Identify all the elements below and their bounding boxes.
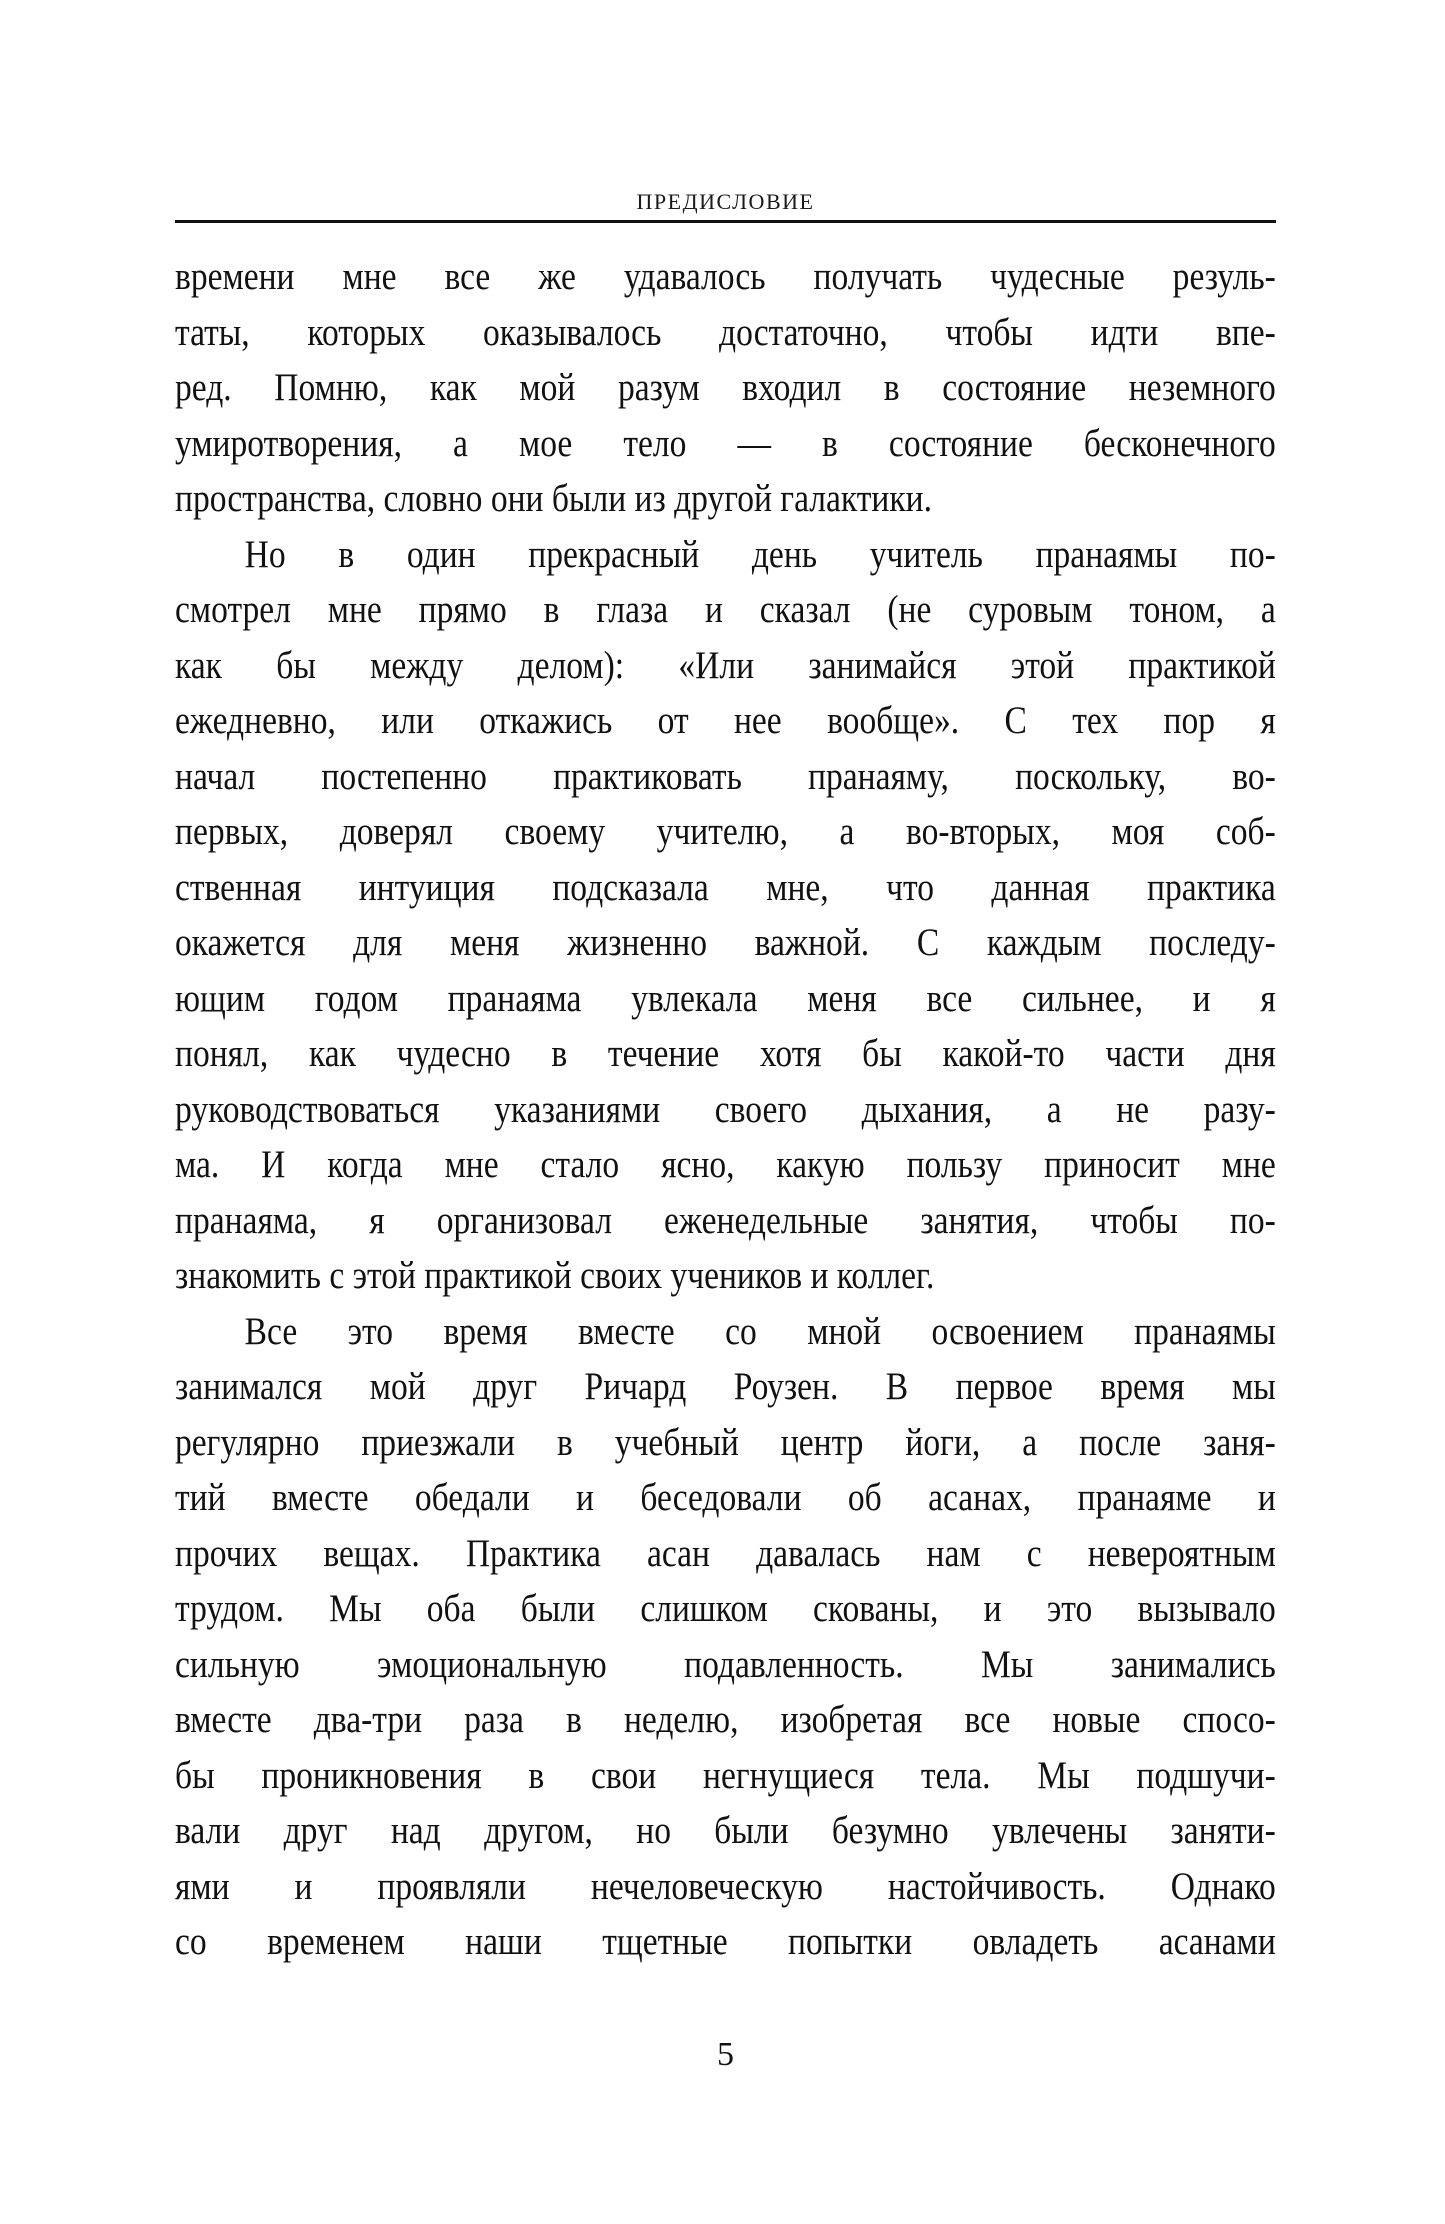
running-head: ПРЕДИСЛОВИЕ bbox=[636, 189, 815, 214]
text-line: смотрел мне прямо в глаза и сказал (не суровым тоном, а bbox=[175, 588, 1276, 631]
text-line: ма. И когда мне стало ясно, какую пользу приносит мне bbox=[175, 1143, 1276, 1186]
header-rule-divider bbox=[175, 220, 1276, 223]
text-line: первых, доверял своему учителю, а во-вторых, моя соб- bbox=[175, 810, 1276, 853]
text-line: пранаяма, я организовал еженедельные занятия, чтобы по- bbox=[175, 1198, 1276, 1242]
text-line: трудом. Мы оба были слишком скованы, и это вызывало bbox=[175, 1587, 1276, 1630]
text-line: ежедневно, или откажись от нее вообще». С тех пор я bbox=[175, 699, 1276, 742]
text-line: вместе два-три раза в неделю, изобретая все новые спосо- bbox=[175, 1698, 1276, 1741]
text-line: начал постепенно практиковать пранаяму, поскольку, во- bbox=[175, 754, 1276, 798]
text-line: бы проникновения в свои негнущиеся тела. Мы подшучи- bbox=[175, 1753, 1276, 1797]
text-line: как бы между делом): «Или занимайся этой практикой bbox=[175, 643, 1276, 687]
text-line: сильную эмоциональную подавленность. Мы занимались bbox=[175, 1642, 1276, 1686]
text-line: со временем наши тщетные попытки овладеть асанами bbox=[175, 1920, 1276, 1963]
text-line: пространства, словно они были из другой галактики. bbox=[175, 477, 932, 520]
text-line: прочих вещах. Практика асан давалась нам с невероятным bbox=[175, 1531, 1276, 1575]
text-line: Но в один прекрасный день учитель пранаямы по- bbox=[244, 532, 1276, 576]
paragraph-1 bbox=[175, 249, 1276, 527]
text-line: ред. Помню, как мой разум входил в состояние неземного bbox=[175, 366, 1276, 409]
text-line: регулярно приезжали в учебный центр йоги, а после заня- bbox=[175, 1420, 1276, 1464]
paragraph-2 bbox=[175, 527, 1276, 1304]
text-line: понял, как чудесно в течение хотя бы какой-то части дня bbox=[175, 1032, 1276, 1075]
text-line: ющим годом пранаяма увлекала меня все сильнее, и я bbox=[175, 976, 1276, 1020]
text-line: знакомить с этой практикой своих учеников и коллег. bbox=[175, 1254, 935, 1297]
page-number: 5 bbox=[717, 2036, 734, 2073]
text-line: Все это время вместе со мной освоением пранаямы bbox=[244, 1309, 1276, 1353]
text-line: таты, которых оказывалось достаточно, чтобы идти впе- bbox=[175, 310, 1276, 354]
text-line: ями и проявляли нечеловеческую настойчивость. Однако bbox=[175, 1864, 1276, 1908]
text-line: руководствоваться указаниями своего дыхания, а не разу- bbox=[175, 1087, 1276, 1131]
text-line: окажется для меня жизненно важной. С каждым последу- bbox=[175, 921, 1276, 964]
body-text-inner bbox=[175, 249, 1276, 1970]
text-line: ственная интуиция подсказала мне, что данная практика bbox=[175, 865, 1276, 909]
text-line: занимался мой друг Ричард Роузен. В первое время мы bbox=[175, 1365, 1276, 1408]
text-line: времени мне все же удавалось получать чудесные резуль- bbox=[175, 255, 1276, 298]
paragraph-3 bbox=[175, 1304, 1276, 1970]
body-text bbox=[175, 249, 1276, 1970]
text-line: умиротворения, а мое тело — в состояние бесконечного bbox=[175, 421, 1276, 465]
text-line: вали друг над другом, но были безумно увлечены заняти- bbox=[175, 1809, 1276, 1852]
text-line: тий вместе обедали и беседовали об асанах, пранаяме и bbox=[175, 1476, 1276, 1519]
